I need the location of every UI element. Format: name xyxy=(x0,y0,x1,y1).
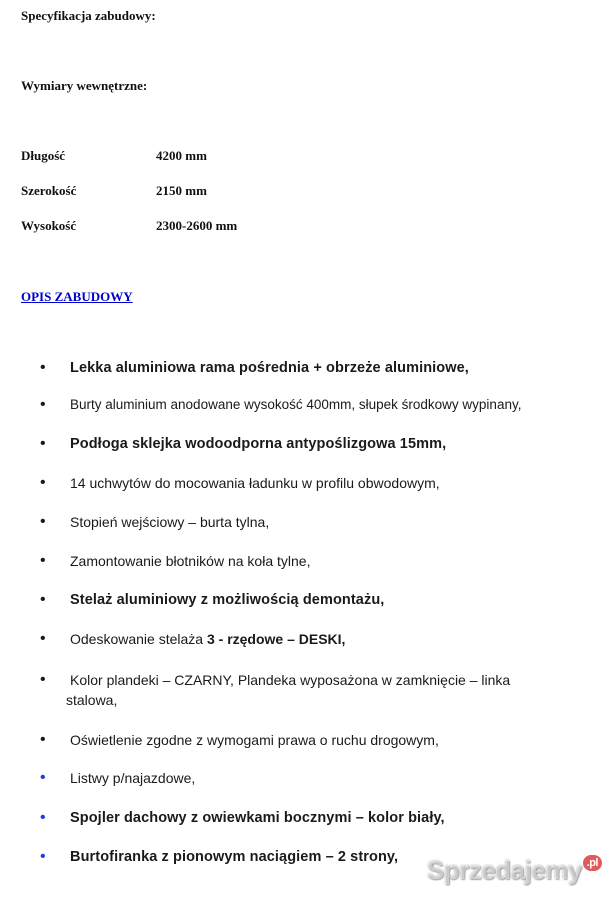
bullet-icon: • xyxy=(40,769,46,786)
list-item-text: Oświetlenie zgodne z wymogami prawa o ruchu drogowym, xyxy=(70,732,439,748)
list-item-text: Spojler dachowy z owiewkami bocznymi – kolor biały, xyxy=(70,810,445,826)
list-item-text: 14 uchwytów do mocowania ładunku w profilu obwodowym, xyxy=(70,475,440,491)
watermark-badge: .pl xyxy=(583,855,602,871)
list-item-text: Listwy p/najazdowe, xyxy=(70,770,196,786)
bullet-icon: • xyxy=(40,435,46,452)
dimension-value-length: 4200 mm xyxy=(156,148,207,163)
bullet-icon: • xyxy=(40,552,46,569)
list-item xyxy=(40,730,595,750)
list-item-text-bold: 3 - rzędowe – DESKI, xyxy=(206,631,346,647)
list-item xyxy=(40,808,595,828)
list-item-text: Zamontowanie błotników na koła tylne, xyxy=(70,553,311,569)
list-item xyxy=(40,670,595,710)
list-item xyxy=(40,434,595,454)
list-item-text-prefix: Odeskowanie stelaża xyxy=(70,631,207,647)
dimension-label-width: Szerokość xyxy=(21,183,77,198)
bullet-icon: • xyxy=(40,809,46,826)
list-item-line1: Kolor plandeki – CZARNY, Plandeka wyposażona w zamknięcie – linka xyxy=(70,672,511,688)
list-item xyxy=(40,551,595,571)
bullet-icon: • xyxy=(40,513,46,530)
list-item-text: Podłoga sklejka wodoodporna antypoślizgowa 15mm, xyxy=(70,436,447,452)
dimension-label-length: Długość xyxy=(21,148,66,163)
dimension-value-height: 2300-2600 mm xyxy=(156,218,238,233)
bullet-icon: • xyxy=(40,359,46,376)
bullet-icon: • xyxy=(40,591,46,608)
list-item xyxy=(40,473,595,493)
bullet-icon: • xyxy=(40,396,46,413)
list-item-text xyxy=(40,629,595,649)
opis-zabudowy-link[interactable]: OPIS ZABUDOWY xyxy=(21,289,133,304)
list-item-line2: stalowa, xyxy=(66,692,118,708)
bullet-icon: • xyxy=(40,848,46,865)
list-item-text: Burtofiranka z pionowym naciągiem – 2 strony, xyxy=(70,849,399,865)
list-item-text: Stelaż aluminiowy z możliwością demontażu, xyxy=(70,592,385,608)
list-item-text: Lekka aluminiowa rama pośrednia + obrzeże aluminiowe, xyxy=(70,360,469,376)
list-item xyxy=(40,590,595,610)
list-item-text: Burty aluminium anodowane wysokość 400mm, słupek środkowy wypinany, xyxy=(70,397,522,412)
bullet-icon: • xyxy=(40,474,46,491)
dimension-value-width: 2150 mm xyxy=(156,183,207,198)
list-item-text: Stopień wejściowy – burta tylna, xyxy=(70,514,270,530)
dimensions-title: Wymiary wewnętrzne: xyxy=(21,78,148,93)
list-item xyxy=(40,768,595,788)
list-item xyxy=(40,395,595,415)
spec-title: Specyfikacja zabudowy: xyxy=(21,8,156,23)
list-item-text xyxy=(40,670,595,710)
bullet-icon: • xyxy=(40,671,46,688)
watermark-text: Sprzedajemy xyxy=(426,855,582,885)
list-item xyxy=(40,629,595,649)
bullet-icon: • xyxy=(40,630,46,647)
list-item xyxy=(40,358,595,378)
list-item xyxy=(40,512,595,532)
bullet-icon: • xyxy=(40,731,46,748)
sprzedajemy-watermark xyxy=(427,855,602,886)
dimension-label-height: Wysokość xyxy=(21,218,77,233)
